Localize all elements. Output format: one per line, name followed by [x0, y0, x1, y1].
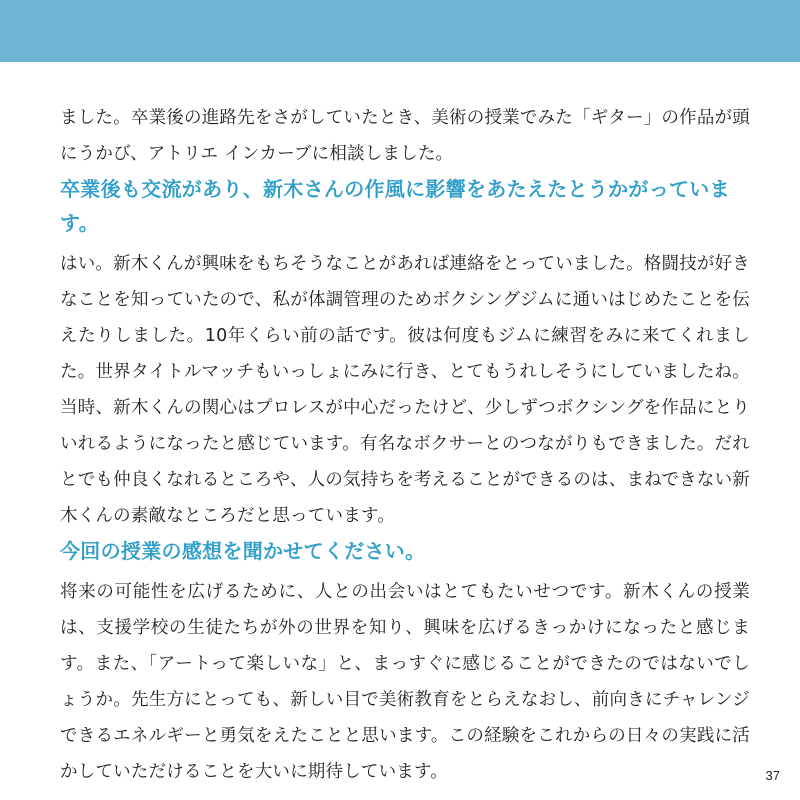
intro-paragraph: ました。卒業後の進路先をさがしていたとき、美術の授業でみた「ギター」の作品が頭にうかび、アトリエ インカーブに相談しました。: [60, 108, 750, 164]
header-band: [0, 0, 800, 62]
article-body: [60, 100, 750, 790]
question-heading-1: 卒業後も交流があり、新木さんの作風に影響をあたえたとうかがっています。: [60, 177, 730, 235]
answer-paragraph-2: 将来の可能性を広げるために、人との出会いはとてもたいせつです。新木くんの授業は、支援学校の生徒たちが外の世界を知り、興味を広げるきっかけになったと感じます。また、「アートって楽しいな」と、まっすぐに感じることができたのではないでしょうか。先生方にとっても、新しい目で美術教育をとらえなおし、前向きにチャレンジできるエネルギーと勇気をえたことと思います。この経験をこれからの日々の実践に活かしていただけることを大いに期待しています。: [60, 582, 751, 782]
question-heading-2: 今回の授業の感想を聞かせてください。: [60, 539, 426, 563]
answer-paragraph-1: はい。新木くんが興味をもちそうなことがあれば連絡をとっていました。格闘技が好きなことを知っていたので、私が体調管理のためボクシングジムに通いはじめたことを伝えたりしました。10年くらい前の話です。彼は何度もジムに練習をみに来てくれました。世界タイトルマッチもいっしょにみに行き、とてもうれしそうにしていましたね。当時、新木くんの関心はプロレスが中心だったけど、少しずつボクシングを作品にとりいれるようになったと感じています。有名なボクサーとのつながりもできました。だれとでも仲良くなれるところや、人の気持ちを考えることができるのは、まねできない新木くんの素敵なところだと思っています。: [60, 254, 751, 526]
page-number: 37: [765, 768, 780, 783]
